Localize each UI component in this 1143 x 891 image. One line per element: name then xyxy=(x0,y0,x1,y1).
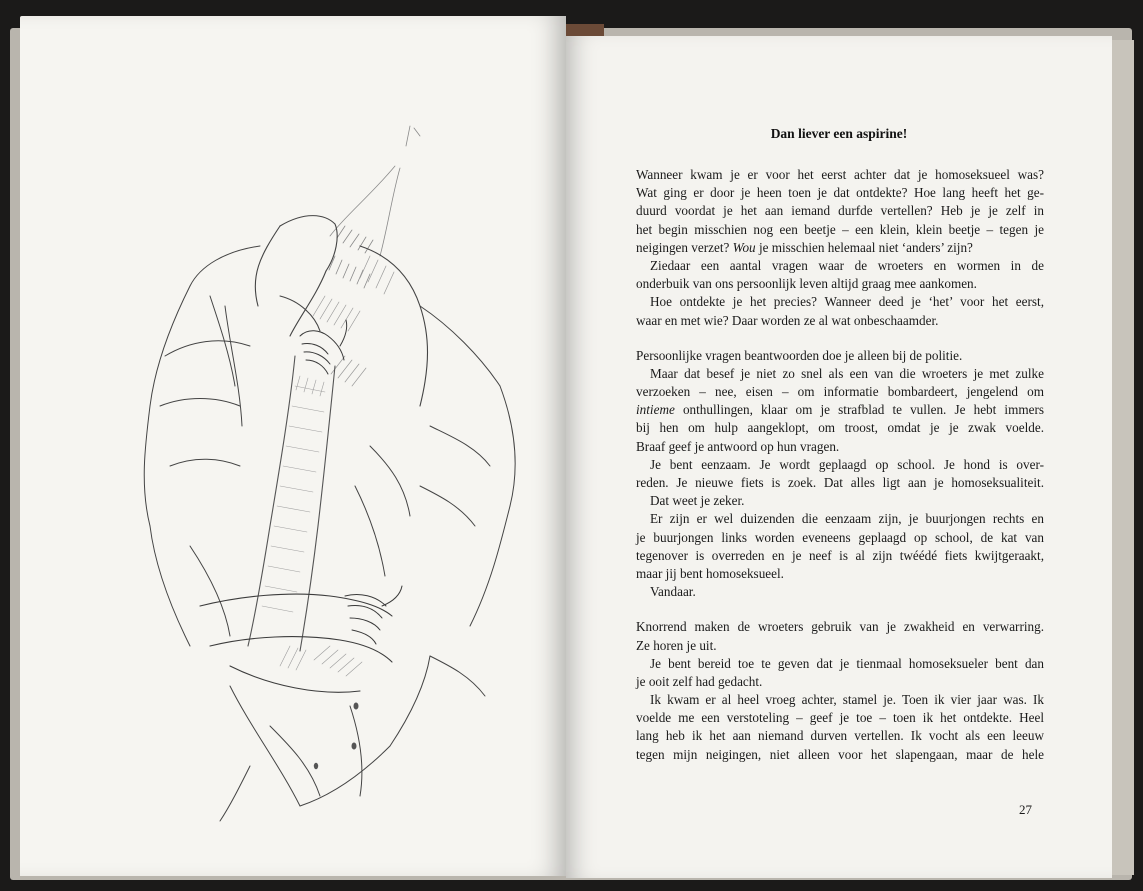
text-line: Er zijn er wel duizenden die eenzaam zijn, je buurjongen rechts en xyxy=(650,511,1044,527)
paragraph-gap xyxy=(636,330,1044,347)
text-line: het begin misschien nog een beetje – een klein, klein beetje – tegen je xyxy=(636,221,1044,237)
text-line: Maar dat besef je niet zo snel als een van die wroeters je met zulke xyxy=(650,365,1044,381)
text-line: Vandaar. xyxy=(650,584,696,600)
text-line: Ziedaar een aantal vragen waar de wroeters en wormen in de xyxy=(650,257,1044,273)
text-line: voelde me een verstoteling – geef je toe – toen ik het ontdekte. Heel xyxy=(636,710,1044,726)
text-line: bij hen om hulp aangeklopt, om troost, omdat je je zwak voelde. xyxy=(636,420,1044,436)
text-line: tegenover is overreden en je neef is al zijn twéédé fiets kwijtgeraakt, xyxy=(636,547,1044,563)
paragraph-gap xyxy=(636,601,1044,618)
text-line: Ik kwam er al heel vroeg achter, stamel je. Toen ik vier jaar was. Ik xyxy=(650,692,1044,708)
text-line: Persoonlijke vragen beantwoorden doe je alleen bij de politie. xyxy=(636,347,963,363)
text-line: Je bent bereid toe te geven dat je tienmaal homoseksueler bent dan xyxy=(650,655,1044,671)
text-line: Wat ging er door je heen toen je dat ontdekte? Hoe lang heeft het ge- xyxy=(636,185,1044,201)
text-line: onderbuik van ons persoonlijk leven altijd graag mee aankomen. xyxy=(636,276,977,292)
text-line: Braaf geef je antwoord op hun vragen. xyxy=(636,438,840,454)
page-number: 27 xyxy=(1019,802,1032,817)
text-line: Je bent eenzaam. Je wordt geplaagd op school. Je hond is over- xyxy=(650,456,1044,472)
text-line: Dat weet je zeker. xyxy=(650,493,745,509)
pencil-sketch-illustration xyxy=(130,106,550,826)
text-line: Wanneer kwam je er voor het eerst achter dat je homoseksueel was? xyxy=(636,167,1044,182)
text-line: maar jij bent homoseksueel. xyxy=(636,565,784,581)
text-line: Hoe ontdekte je het precies? Wanneer deed je ‘het’ voor het eerst, xyxy=(650,294,1044,310)
text-line: tegen mijn neigingen, niet alleen voor het slapengaan, maar de hele xyxy=(636,746,1044,762)
text-line: intieme onthullingen, klaar om je strafblad te vullen. Je hebt immers xyxy=(636,402,1044,418)
text-line: neigingen verzet? Wou je misschien helemaal niet ‘anders’ zijn? xyxy=(636,239,973,255)
text-line: je buurjongen links worden eveneens geplaagd op school, de kat van xyxy=(636,529,1044,545)
chapter-title: Dan liever een aspirine! xyxy=(770,126,908,141)
text-line: je ooit zelf had gedacht. xyxy=(636,673,763,689)
text-line: verzoeken – nee, eisen – om informatie bombardeert, jengelend om xyxy=(636,384,1044,400)
text-line: waar en met wie? Daar worden ze al wat onbeschaamder. xyxy=(636,312,939,328)
text-line: duurd voordat je het aan iemand durfde vertellen? Heb je je zelf in xyxy=(636,203,1044,219)
left-page xyxy=(20,16,566,876)
text-line: Knorrend maken de wroeters gebruik van je zwakheid en verwarring. xyxy=(636,619,1044,635)
body-text xyxy=(636,166,1044,764)
text-line: Ze horen je uit. xyxy=(636,637,717,653)
text-line: reden. Je nieuwe fiets is zoek. Dat alles ligt aan je homoseksualiteit. xyxy=(636,475,1044,490)
text-line: lang heb ik het aan niemand durven vertellen. Ik vocht als een leeuw xyxy=(636,728,1044,744)
right-page xyxy=(566,36,1112,878)
